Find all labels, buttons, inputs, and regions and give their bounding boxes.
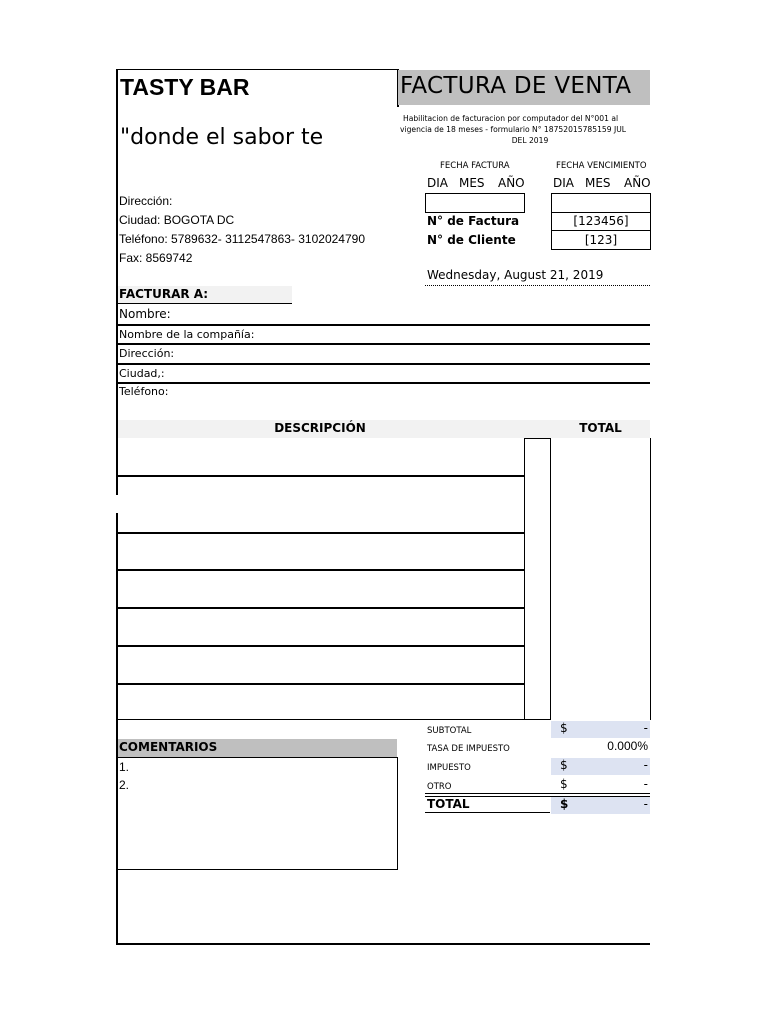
- bill-to-name-line[interactable]: [117, 324, 650, 326]
- total-underline: [425, 812, 550, 813]
- other-underline: [425, 793, 650, 794]
- bill-to-address-line[interactable]: [117, 363, 650, 365]
- top-border: [116, 69, 398, 70]
- tax-rate-label: TASA DE IMPUESTO: [427, 744, 510, 754]
- item-row-5[interactable]: [118, 645, 524, 647]
- due-date-label: FECHA VENCIMIENTO: [556, 161, 647, 171]
- items-small-col-top: [524, 438, 550, 439]
- left-border-lower: [116, 513, 118, 945]
- client-number-label: N° de Cliente: [427, 233, 516, 247]
- invoice-month-label: MES: [459, 176, 485, 190]
- item-row-2[interactable]: [118, 532, 524, 534]
- description-header: DESCRIPCIÓN: [274, 421, 366, 435]
- items-col-divider-1: [524, 438, 525, 720]
- total-header: TOTAL: [579, 421, 622, 435]
- invoice-title: FACTURA DE VENTA: [400, 73, 632, 99]
- company-slogan: "donde el sabor te: [120, 125, 324, 150]
- tax-rate-cell: [551, 739, 650, 756]
- invoice-number-label: N° de Factura: [427, 214, 520, 228]
- due-date-field[interactable]: [551, 193, 651, 213]
- tax-rate-value: 0.000%: [607, 739, 648, 753]
- due-month-label: MES: [585, 176, 611, 190]
- tax-cell: [551, 758, 650, 775]
- company-phone: Teléfono: 5789632- 3112547863- 3102024790: [119, 232, 365, 246]
- total-currency: $: [560, 797, 569, 811]
- due-day-label: DIA: [553, 176, 574, 190]
- items-col-divider-2: [550, 438, 551, 720]
- total-value: -: [643, 797, 648, 811]
- company-name: TASTY BAR: [120, 74, 250, 100]
- authorization-line-2: vigencia de 18 meses - formulario N° 18752015785159 JUL: [400, 125, 627, 134]
- item-row-6[interactable]: [118, 683, 524, 685]
- invoice-date-label: FECHA FACTURA: [440, 161, 510, 171]
- bill-to-address-label: Dirección:: [119, 347, 175, 360]
- subtotal-cell: [551, 721, 650, 738]
- subtotal-currency: $: [560, 721, 568, 735]
- other-currency: $: [560, 777, 568, 791]
- comments-box[interactable]: [117, 757, 398, 870]
- bill-to-heading: FACTURAR A:: [119, 287, 209, 301]
- tax-label: IMPUESTO: [427, 763, 471, 773]
- other-value: -: [643, 777, 648, 791]
- item-row-1[interactable]: [118, 475, 524, 477]
- tax-value: -: [643, 758, 648, 772]
- other-label: OTRO: [427, 782, 452, 792]
- invoice-date-field[interactable]: [425, 193, 525, 213]
- item-row-4[interactable]: [118, 607, 524, 609]
- company-address: Dirección:: [119, 194, 173, 208]
- bill-to-company-label: Nombre de la compañía:: [119, 328, 255, 341]
- subtotal-label: SUBTOTAL: [427, 726, 472, 736]
- item-row-3[interactable]: [118, 569, 524, 571]
- invoice-number-value: [123456]: [573, 214, 629, 228]
- invoice-year-label: AÑO: [498, 176, 525, 190]
- printed-date-underline: [425, 285, 650, 286]
- comment-line-1: 1.: [119, 760, 130, 774]
- other-cell: [551, 777, 650, 794]
- comment-line-2: 2.: [119, 778, 130, 792]
- authorization-line-3: DEL 2019: [511, 136, 549, 145]
- client-number-value: [123]: [584, 233, 618, 247]
- comments-heading: COMENTARIOS: [119, 740, 218, 754]
- invoice-day-label: DIA: [427, 176, 448, 190]
- tax-currency: $: [560, 758, 568, 772]
- bill-to-phone-label: Teléfono:: [119, 385, 169, 398]
- bottom-border: [116, 943, 650, 945]
- bill-to-city-line[interactable]: [117, 382, 650, 384]
- total-label: TOTAL: [427, 797, 470, 811]
- bill-to-heading-underline: [117, 303, 292, 304]
- items-bottom-line: [118, 719, 551, 720]
- bill-to-city-label: Ciudad,:: [119, 367, 165, 380]
- items-col-divider-3: [650, 438, 651, 720]
- authorization-line-1: Habilitacion de facturacion por computador del N°001 al: [403, 114, 619, 123]
- due-year-label: AÑO: [624, 176, 651, 190]
- total-cell: [551, 797, 650, 814]
- company-city: Ciudad: BOGOTA DC: [119, 213, 235, 227]
- subtotal-value: -: [643, 721, 648, 735]
- bill-to-name-label: Nombre:: [119, 307, 171, 321]
- company-fax: Fax: 8569742: [119, 251, 193, 265]
- printed-date: Wednesday, August 21, 2019: [427, 268, 604, 282]
- bill-to-company-line[interactable]: [117, 343, 650, 345]
